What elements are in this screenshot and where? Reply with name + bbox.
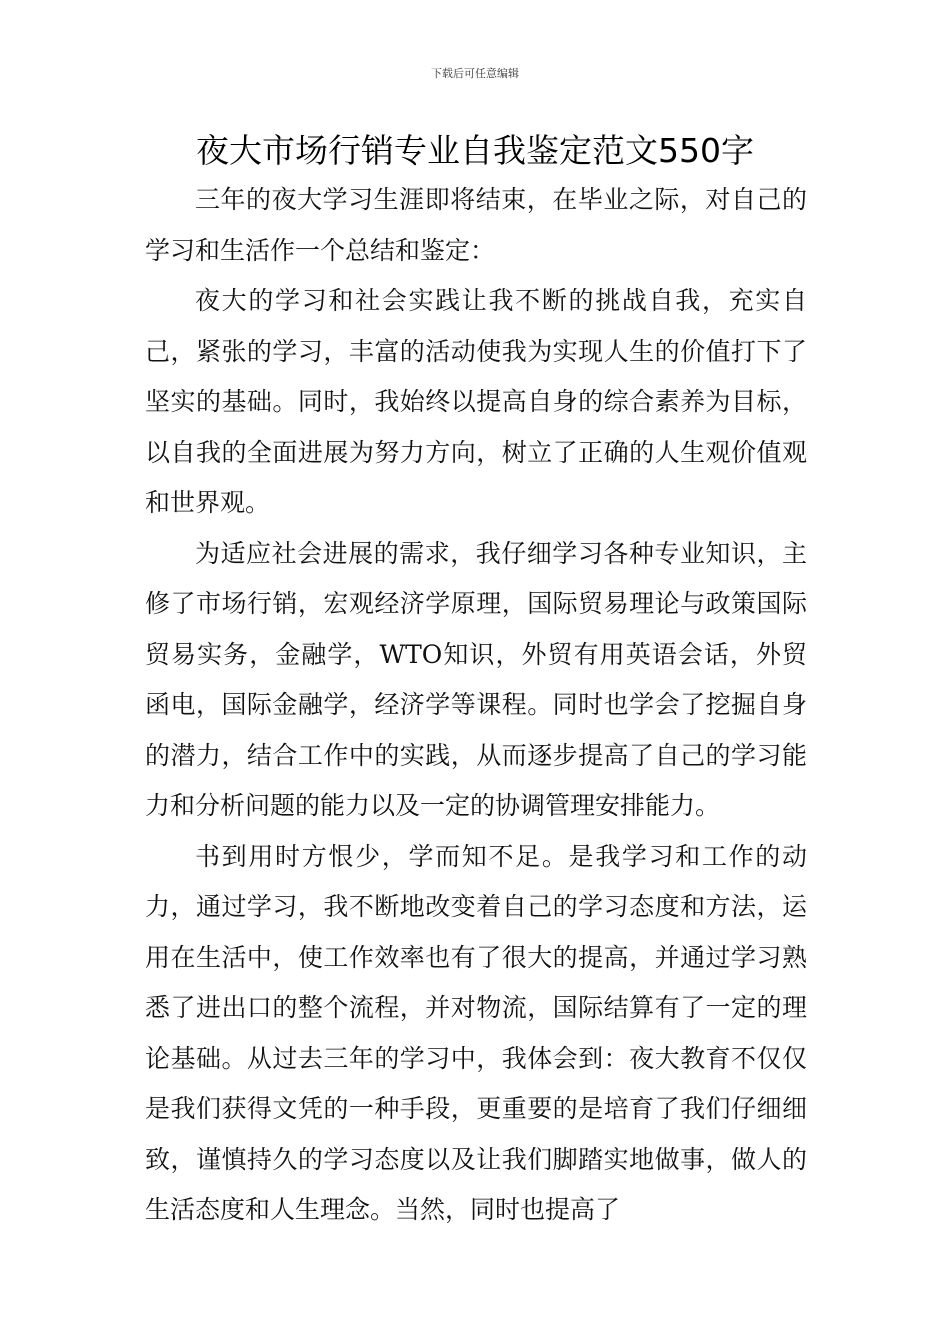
paragraph-learning: 书到用时方恨少，学而知不足。是我学习和工作的动力，通过学习，我不断地改变着自己的学习态度和方法，运用在生活中，使工作效率也有了很大的提高，并通过学习熟悉了进出口的整个流程，并对物流，国际结算有了一定的理论基础。从过去三年的学习中，我体会到：夜大教育不仅仅是我们获得文凭的一种手段，更重要的是培育了我们仔细细致，谨慎持久的学习态度以及让我们脚踏实地做事，做人的生活态度和人生理念。当然，同时也提高了 (145, 841, 807, 1224)
document-body (145, 175, 807, 1236)
paragraph-courses: 为适应社会进展的需求，我仔细学习各种专业知识，主修了市场行销，宏观经济学原理，国际贸易理论与政策国际贸易实务，金融学，WTO知识，外贸有用英语会话，外贸函电，国际金融学，经济学等课程。同时也学会了挖掘自身的潜力，结合工作中的实践，从而逐步提高了自己的学习能力和分析问题的能力以及一定的协调管理安排能力。 (145, 538, 807, 820)
document-title: 夜大市场行销专业自我鉴定范文550字 (196, 131, 754, 170)
paragraph-practice: 夜大的学习和社会实践让我不断的挑战自我，充实自己，紧张的学习，丰富的活动使我为实现人生的价值打下了坚实的基础。同时，我始终以提高自身的综合素养为目标，以自我的全面进展为努力方向，树立了正确的人生观价值观和世界观。 (145, 286, 807, 517)
paragraph-intro: 三年的夜大学习生涯即将结束，在毕业之际，对自己的学习和生活作一个总结和鉴定： (145, 185, 807, 265)
header-note: 下载后可任意编辑 (431, 67, 519, 80)
